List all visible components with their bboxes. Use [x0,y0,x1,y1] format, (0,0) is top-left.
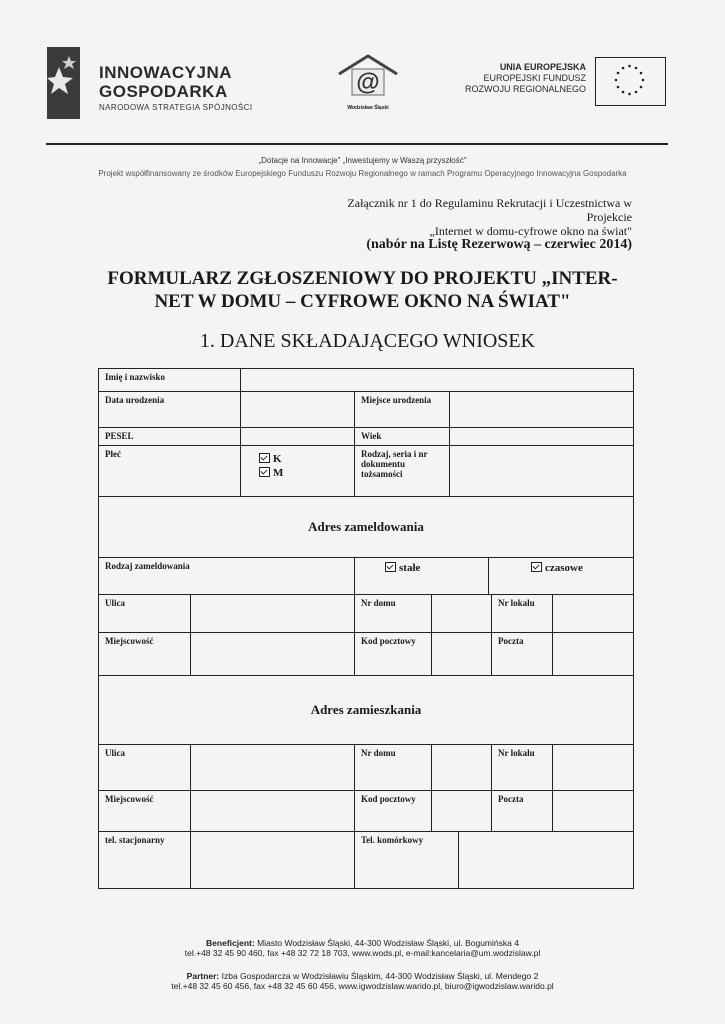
input-nr-lokalu-zameld[interactable] [552,594,634,633]
partner-contact: tel.+48 32 45 60 456, fax +48 32 45 60 456, www.igwodzislaw.warido.pl, biuro@igwodzislaw.warido.pl [171,981,554,991]
option-czasowe-label: czasowe [545,562,583,574]
option-m[interactable] [259,466,348,480]
checkbox-icon [259,467,270,477]
ig-title-line1: INNOWACYJNA [99,63,233,82]
input-poczta-zameld[interactable] [552,632,634,676]
gender-options [240,445,355,497]
input-nr-domu-zamieszk[interactable] [431,744,492,791]
option-stale[interactable] [354,557,489,595]
beneficiary-text: Miasto Wodzisław Śląski, 44-300 Wodzisław Śląski, ul. Bogumińska 4 [254,938,519,948]
label-miejsce-urodzenia: Miejsce urodzenia [354,391,450,428]
form-title [80,267,645,313]
label-tel-stacjonarny: tel. stacjonarny [98,831,191,889]
ig-title [99,63,232,101]
input-pesel[interactable] [240,427,355,446]
input-kod-zamieszk[interactable] [431,790,492,832]
checkbox-icon [259,453,270,463]
header-divider [46,143,668,145]
innowacyjna-gospodarka-logo-icon [47,47,80,119]
input-miejsce-urodzenia[interactable] [449,391,634,428]
label-kod-zameld: Kod pocztowy [354,632,432,676]
option-m-label: M [273,467,284,479]
recruitment-note: (nabór na Listę Rezerwową – czerwiec 2014) [366,237,632,252]
input-tel-stacjonarny[interactable] [190,831,355,889]
input-imie[interactable] [240,368,634,392]
input-ulica-zamieszk[interactable] [190,744,355,791]
checkbox-icon [531,562,542,572]
section-title: 1. DANE SKŁADAJĄCEGO WNIOSEK [199,330,536,352]
input-miejscowosc-zameld[interactable] [190,632,355,676]
input-dokument[interactable] [449,445,634,497]
ig-title-line2: GOSPODARKA [99,82,228,101]
footer-beneficiary [0,938,725,958]
header-adres-zameldowania: Adres zameldowania [98,496,634,558]
label-nr-domu-zameld: Nr domu [354,594,432,633]
label-ulica-zamieszk: Ulica [98,744,191,791]
city-house-at-icon [333,52,403,100]
option-czasowe[interactable] [488,557,634,595]
beneficiary-line [0,938,725,948]
beneficiary-label: Beneficjent: [206,938,255,948]
input-poczta-zamieszk[interactable] [552,790,634,832]
form-title-line1: FORMULARZ ZGŁOSZENIOWY DO PROJEKTU „INTER- [107,268,618,289]
eu-flag-icon [595,57,666,106]
option-k[interactable] [259,452,348,466]
input-miejscowosc-zamieszk[interactable] [190,790,355,832]
eu-line3: ROZWOJU REGIONALNEGO [464,84,586,94]
eu-text [440,62,586,95]
option-k-label: K [273,453,282,465]
input-ulica-zameld[interactable] [190,594,355,633]
option-stale-label: stałe [399,562,421,574]
city-logo [333,52,403,118]
checkbox-icon [385,562,396,572]
input-tel-komorkowy[interactable] [458,831,634,889]
input-data-urodzenia[interactable] [240,391,355,428]
label-dokument: Rodzaj, seria i nr dokumentu tożsamości [354,445,450,497]
label-plec: Płeć [98,445,241,497]
beneficiary-contact: tel.+48 32 45 90 460, fax +48 32 72 18 703, www.wods.pl, e-mail:kancelaria@um.wodzislaw.pl [184,948,541,958]
cofinance-note: Projekt współfinansowany ze środków Europejskiego Funduszu Rozwoju Regionalnego w ramach Programu Operacyjnego Innowacyjna Gospodarka [98,169,627,178]
input-kod-zameld[interactable] [431,632,492,676]
label-poczta-zamieszk: Poczta [491,790,553,832]
label-pesel: PESEL [98,427,241,446]
label-miejscowosc-zameld: Miejscowość [98,632,191,676]
label-nr-lokalu-zamieszk: Nr lokalu [491,744,553,791]
partner-label: Partner: [186,971,220,981]
label-rodzaj-zameldowania: Rodzaj zameldowania [98,557,355,595]
input-nr-domu-zameld[interactable] [431,594,492,633]
annex-line1: Załącznik nr 1 do Regulaminu Rekrutacji i Uczestnictwa w Projekcie [347,196,632,224]
city-name: Wodzisław Śląski [347,105,389,111]
header-adres-zamieszkania: Adres zamieszkania [98,675,634,745]
label-imie: Imię i nazwisko [98,368,241,392]
input-nr-lokalu-zamieszk[interactable] [552,744,634,791]
label-miejscowosc-zamieszk: Miejscowość [98,790,191,832]
partner-line [0,971,725,981]
label-ulica-zameld: Ulica [98,594,191,633]
input-wiek[interactable] [449,427,634,446]
tagline: „Dotacje na Innowacje" „Inwestujemy w Waszą przyszłość" [258,156,467,165]
label-data-urodzenia: Data urodzenia [98,391,241,428]
label-nr-domu-zamieszk: Nr domu [354,744,432,791]
label-wiek: Wiek [354,427,450,446]
annex-note [300,196,632,238]
partner-text: Izba Gospodarcza w Wodzisławiu Śląskim, 44-300 Wodzisław Śląski, ul. Mendego 2 [219,971,539,981]
label-tel-komorkowy: Tel. komórkowy [354,831,459,889]
label-kod-zamieszk: Kod pocztowy [354,790,432,832]
footer-partner [0,971,725,991]
eu-line2: EUROPEJSKI FUNDUSZ [483,73,586,83]
annex-line2: „Internet w domu-cyfrowe okno na świat" [429,224,632,238]
label-poczta-zameld: Poczta [491,632,553,676]
application-form [98,368,634,889]
label-nr-lokalu-zameld: Nr lokalu [491,594,553,633]
form-title-line2: NET W DOMU – CYFROWE OKNO NA ŚWIAT" [154,291,571,312]
svg-text:@: @ [356,69,380,96]
ig-subtitle: NARODOWA STRATEGIA SPÓJNOŚCI [99,103,253,112]
eu-line1: UNIA EUROPEJSKA [499,62,586,72]
